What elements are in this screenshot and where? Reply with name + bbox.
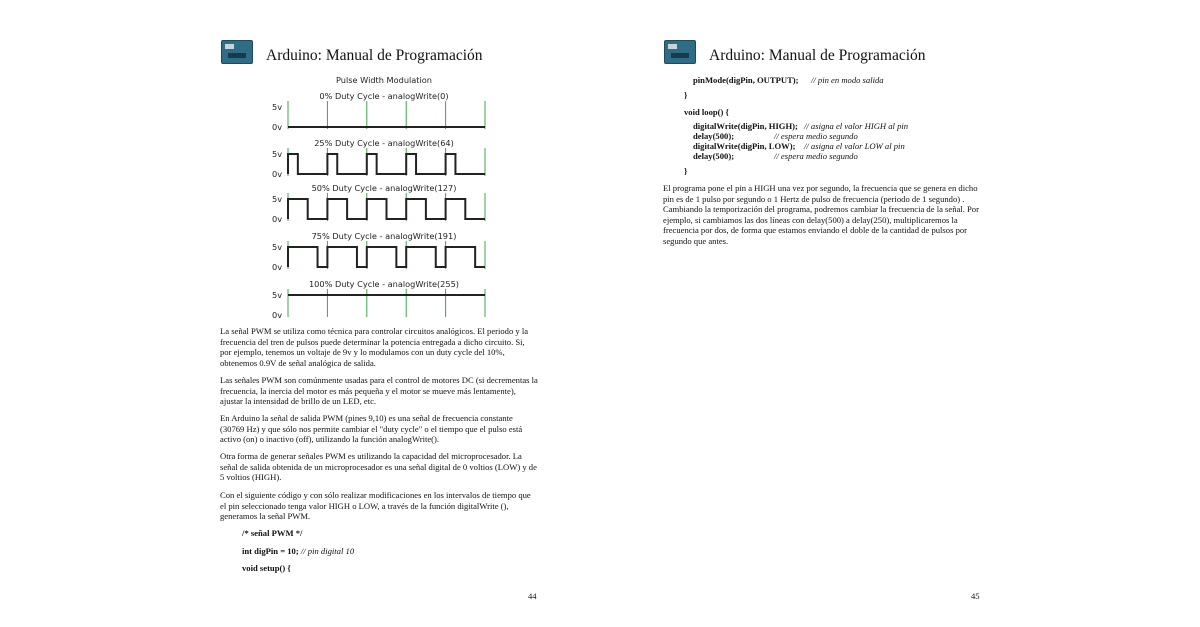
code-line-digitalwrite-high: digitalWrite(digPin, HIGH); xyxy=(693,121,798,131)
chart-title: Pulse Width Modulation xyxy=(336,75,432,85)
code-line-intdigpin xyxy=(242,546,354,557)
code-line-delay-2: delay(500); xyxy=(693,151,735,161)
y-label-5v: 5v xyxy=(272,242,283,252)
paragraph-1: La señal PWM se utiliza como técnica para controlar circuitos analógicos. El periodo y la frecuencia del tren de pulsos puede determinar la potencia entregada a dicho circuito. Si, por ejemplo, tenemos un voltaje de 9v y lo modulamos con un duty cycle del 10%, obtenemos 0.9V de señal analógica de salida. xyxy=(220,326,529,368)
code-comment: // asigna el valor HIGH al pin xyxy=(804,121,909,131)
y-label-0v: 0v xyxy=(272,169,283,179)
pwm-signal-line xyxy=(288,247,485,267)
y-label-0v: 0v xyxy=(272,214,283,224)
y-label-0v: 0v xyxy=(272,310,283,320)
code-comment: // espera medio segundo xyxy=(774,131,858,141)
code-text: int digPin = 10; xyxy=(242,546,299,556)
paragraph-5: Con el siguiente código y con sólo realizar modificaciones en los intervalos de tiempo que el pin seleccionado tenga valor HIGH o LOW, a través de la función digitalWrite (), generamos la señal PWM. xyxy=(220,490,531,522)
y-label-5v: 5v xyxy=(272,194,283,204)
code-line-close-brace: } xyxy=(684,90,688,100)
panel-label: 75% Duty Cycle - analogWrite(191) xyxy=(311,231,457,241)
y-label-5v: 5v xyxy=(272,102,283,112)
code-comment: // espera medio segundo xyxy=(774,151,858,161)
code-line-close-brace: } xyxy=(684,166,688,176)
code-comment: // asigna el valor LOW al pin xyxy=(804,141,905,151)
page-number: 45 xyxy=(971,591,980,601)
paragraph-4: Otra forma de generar señales PWM es utilizando la capacidad del microprocesador. La señal de salida obtenida de un microprocesador es una señal digital de 0 voltios (LOW) y de 5 voltios (HIGH). xyxy=(220,451,537,483)
pwm-chart-svg xyxy=(264,72,494,322)
code-line-pinmode: pinMode(digPin, OUTPUT); xyxy=(693,75,799,85)
panel-label: 50% Duty Cycle - analogWrite(127) xyxy=(311,183,457,193)
panel-label: 0% Duty Cycle - analogWrite(0) xyxy=(319,91,449,101)
paragraph-2: Las señales PWM son comúnmente usadas para el control de motores DC (si decrementas la frecuencia, la inercia del motor es más pequeña y el motor se mueve más lentamente), ajustar la intensidad de brillo de un LED, etc. xyxy=(220,375,538,407)
page-header: Arduino: Manual de Programación xyxy=(266,47,483,64)
pwm-signal-line xyxy=(288,154,485,174)
panel-label: 25% Duty Cycle - analogWrite(64) xyxy=(314,138,454,148)
code-line-setup: void setup() { xyxy=(242,563,291,573)
y-label-0v: 0v xyxy=(272,262,283,272)
code-line-comment: /* señal PWM */ xyxy=(242,528,303,538)
arduino-board-icon xyxy=(664,40,696,64)
paragraph-3: En Arduino la señal de salida PWM (pines 9,10) es una señal de frecuencia constante (30769 Hz) y que sólo nos permite cambiar el "duty cycle" o el tiempo que el pulso está activo (on) o inactivo (off), utilizando la función analogWrite(). xyxy=(220,413,523,445)
right-page xyxy=(600,0,1200,627)
y-label-5v: 5v xyxy=(272,290,283,300)
code-comment: // pin digital 10 xyxy=(300,546,355,556)
y-label-0v: 0v xyxy=(272,122,283,132)
pwm-signal-line xyxy=(288,199,485,219)
arduino-board-icon xyxy=(221,40,253,64)
code-line-delay-1: delay(500); xyxy=(693,131,735,141)
page-header: Arduino: Manual de Programación xyxy=(709,47,926,64)
panel-label: 100% Duty Cycle - analogWrite(255) xyxy=(308,279,460,289)
code-line-loop: void loop() { xyxy=(684,107,729,117)
page-number: 44 xyxy=(528,591,537,601)
pwm-chart xyxy=(264,72,494,322)
code-comment: // pin en modo salida xyxy=(811,75,884,85)
paragraph-explanation: El programa pone el pin a HIGH una vez por segundo, la frecuencia que se genera en dicho pin es de 1 pulso por segundo o 1 Hertz de pulso de frecuencia (periodo de 1 segundo) . Cambiando la temporización del programa, podremos cambiar la frecuencia de la señal. Por ejemplo, si cambiamos las dos líneas con delay(500) a delay(250), multiplicaremos la frecuencia por dos, de forma que estamos enviando el doble de la cantidad de pulsos por segundo que antes. xyxy=(663,183,979,246)
y-label-5v: 5v xyxy=(272,149,283,159)
code-line-digitalwrite-low: digitalWrite(digPin, LOW); xyxy=(693,141,796,151)
